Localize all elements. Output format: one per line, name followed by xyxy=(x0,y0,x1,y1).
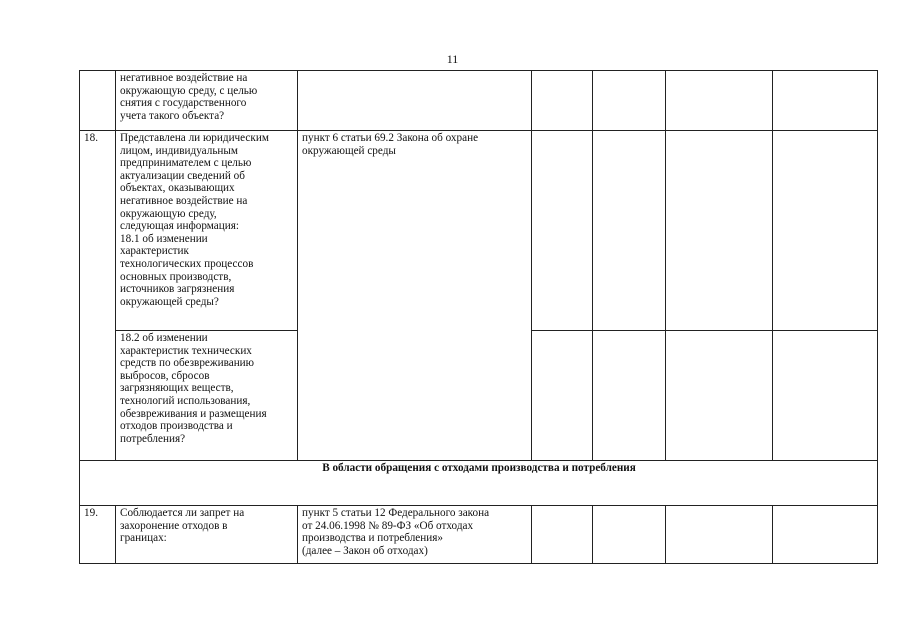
remarks-cell xyxy=(773,71,878,131)
basis-cell: пункт 5 статьи 12 Федерального закона от 24.06.1998 № 89-ФЗ «Об отходах производства и потребления» (далее – Закон об отходах) xyxy=(298,506,532,564)
answer-yes-cell xyxy=(532,71,593,131)
table-row-section xyxy=(80,461,878,506)
answer-no-cell xyxy=(593,506,666,564)
table-row-continuation xyxy=(80,71,878,131)
remarks-cell xyxy=(773,131,878,331)
answer-yes-cell xyxy=(532,131,593,331)
answer-na-cell xyxy=(666,506,773,564)
answer-na-cell xyxy=(666,331,773,461)
page-number: 11 xyxy=(446,52,459,66)
question-cell: Соблюдается ли запрет на захоронение отходов в границах: xyxy=(116,506,298,564)
answer-yes-cell xyxy=(532,506,593,564)
section-heading: В области обращения с отходами производства и потребления xyxy=(80,461,878,506)
answer-no-cell xyxy=(593,71,666,131)
remarks-cell xyxy=(773,331,878,461)
checklist-table xyxy=(79,70,878,564)
answer-yes-cell xyxy=(532,331,593,461)
remarks-cell xyxy=(773,506,878,564)
answer-no-cell xyxy=(593,331,666,461)
table-row-18 xyxy=(80,131,878,331)
answer-no-cell xyxy=(593,131,666,331)
answer-na-cell xyxy=(666,131,773,331)
question-cell: 18.2 об изменении характеристик технических средств по обезвреживанию выбросов, сбросов загрязняющих веществ, технологий использования, обезвреживания и размещения отходов производства и потребления? xyxy=(116,331,298,461)
question-cell: негативное воздействие на окружающую среду, с целью снятия с государственного учета такого объекта? xyxy=(116,71,298,131)
number-cell: 18. xyxy=(80,131,116,461)
table-row-19 xyxy=(80,506,878,564)
number-cell xyxy=(80,71,116,131)
basis-cell xyxy=(298,71,532,131)
number-cell: 19. xyxy=(80,506,116,564)
question-cell: Представлена ли юридическим лицом, индивидуальным предпринимателем с целью актуализации сведений об объектах, оказывающих негативное воздействие на окружающую среду, следующая информация: 18.1 об изменении характеристик технологических процессов основных производств, источников загрязнения окружающей среды? xyxy=(116,131,298,331)
answer-na-cell xyxy=(666,71,773,131)
basis-cell: пункт 6 статьи 69.2 Закона об охране окружающей среды xyxy=(298,131,532,461)
